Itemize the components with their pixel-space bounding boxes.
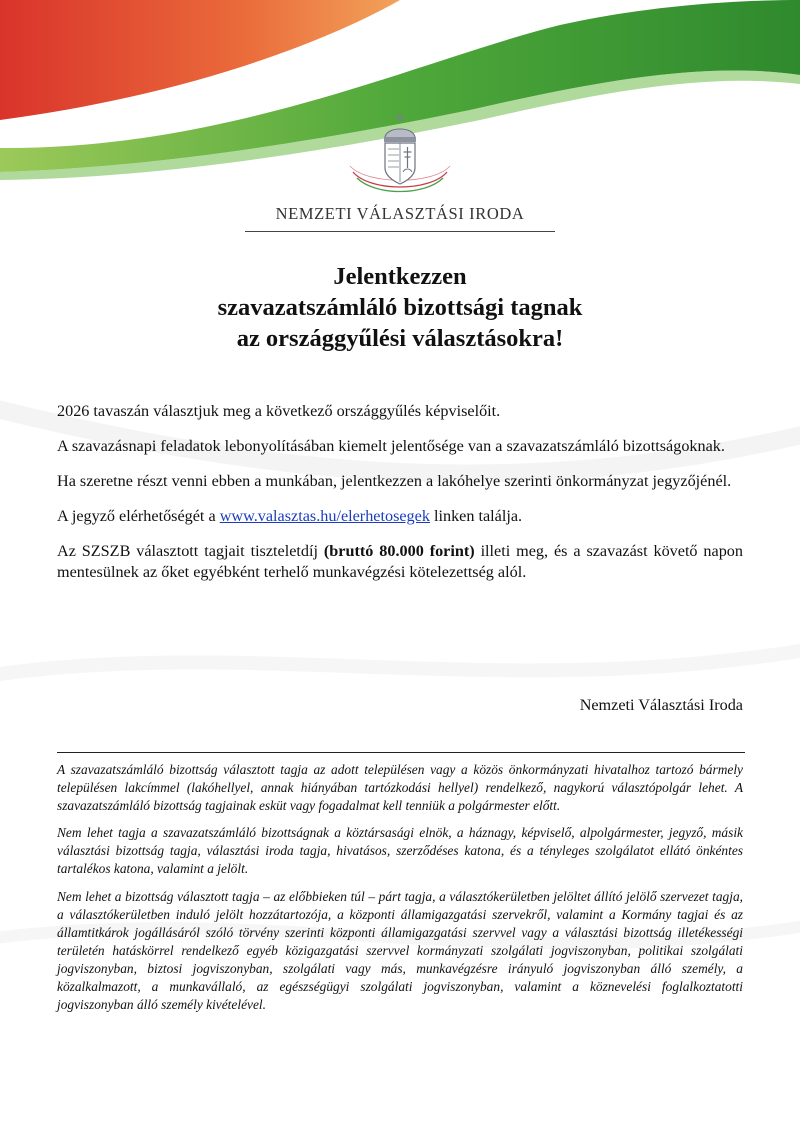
body-paragraph-3: Ha szeretne részt venni ebben a munkában, jelentkezzen a lakóhelye szerinti önkormányzat jegyzőjénél.: [57, 472, 732, 490]
footnote-1: A szavazatszámláló bizottság választott tagja az adott településen vagy a közös önkormányzati hivatalhoz tartozó bármely településen lakcímmel (lakóhellyel, annak hiányában tartózkodási hellyel) rendelkező, nagykorú választópolgár lehet. A szavazatszámláló bizottság tagjainak esküt vagy fogadalmat kell tenniük a polgármester előtt.: [57, 762, 743, 814]
contacts-link[interactable]: www.valasztas.hu/elerhetosegek: [219, 507, 430, 525]
body-paragraph-1: 2026 tavaszán választjuk meg a következő országgyűlés képviselőit.: [57, 402, 501, 420]
footnote-2: Nem lehet tagja a szavazatszámláló bizottságnak a köztársasági elnök, a háznagy, képviselő, alpolgármester, jegyző, másik választási bizottság tagja, választási iroda tagja, hivatásos, szerződéses katona, és a tényleges szolgálatot ellátó önkéntes tartalékos katona, valamint a jelölt.: [57, 825, 743, 877]
fee-amount: (bruttó 80.000 forint): [323, 542, 475, 560]
headline-line-1: Jelentkezzen: [333, 263, 467, 290]
body-paragraph-5: [57, 541, 743, 583]
header-divider: [245, 231, 555, 232]
body-paragraph-2: A szavazásnapi feladatok lebonyolításában kiemelt jelentősége van a szavazatszámláló bizottságoknak.: [57, 437, 725, 455]
headline-line-3: az országgyűlési választásokra!: [236, 325, 564, 352]
link-outro-text: linken találja.: [429, 507, 523, 525]
footnote-divider: [57, 752, 745, 753]
fee-intro-text: Az SZSZB választott tagjait tiszteletdíj: [57, 542, 324, 560]
headline: [0, 261, 800, 354]
body-text: [57, 401, 743, 597]
fee-outro-text: illeti meg, és a szavazást követő napon mentesülnek az őket egyébként terhelő munkavégzési kötelezettség alól.: [57, 542, 743, 581]
hungarian-coat-of-arms-icon: [345, 112, 455, 198]
headline-line-2: szavazatszámláló bizottsági tagnak: [217, 294, 583, 321]
organization-name: NEMZETI VÁLASZTÁSI IRODA: [275, 204, 525, 223]
body-paragraph-4: [57, 506, 743, 527]
signature: Nemzeti Választási Iroda: [579, 696, 743, 714]
footnotes: [57, 761, 743, 1023]
footnote-3: Nem lehet a bizottság választott tagja – az előbbieken túl – párt tagja, a választókerületben jelöltet állító jelölő szervezet tagja, a választókerületben induló jelölt hozzátartozója, a központi államigazgatási szervekről, valamint a Kormány tagjai és az államtitkárok jogállásáról szóló törvény szerinti központi államigazgatási szervvel vagy a választási bizottság illetékességi területén hatáskörrel rendelkező egyéb közigazgatási szervvel kormányzati szolgálati jogviszonyban, politikai szolgálati jogviszonyban, biztosi jogviszonyban, szolgálati vagy más, munkavégzésre irányuló jogviszonyban álló személy, a közalkalmazott, a munkavállaló, az egészségügyi szolgálati jogviszonyban, valamint a köznevelési foglalkoztatotti jogviszonyban álló személy kivételével.: [57, 888, 743, 1013]
link-intro-text: A jegyző elérhetőségét a: [57, 507, 220, 525]
